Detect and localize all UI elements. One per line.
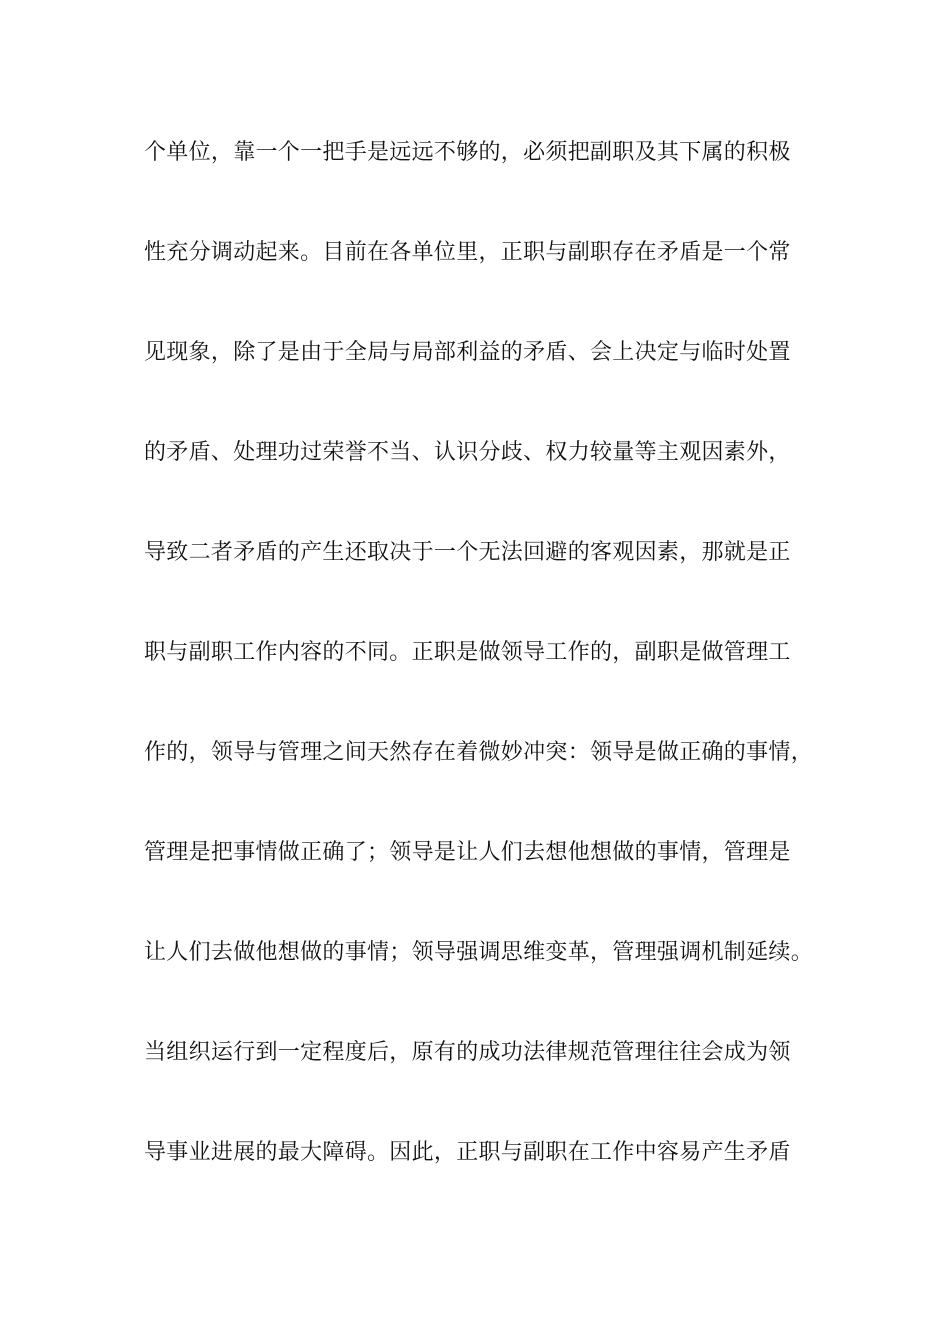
text-line: 职与副职工作内容的不同。正职是做领导工作的，副职是做管理工 (144, 640, 791, 665)
text-line: 管理是把事情做正确了；领导是让人们去想他想做的事情，管理是 (144, 840, 791, 865)
body-paragraph (144, 133, 844, 1233)
text-line: 个单位，靠一个一把手是远远不够的，必须把副职及其下属的积极 (144, 140, 791, 165)
text-line: 见现象，除了是由于全局与局部利益的矛盾、会上决定与临时处置 (144, 340, 791, 365)
text-line: 导事业进展的最大障碍。因此，正职与副职在工作中容易产生矛盾 (144, 1140, 791, 1165)
text-line: 性充分调动起来。目前在各单位里，正职与副职存在矛盾是一个常 (144, 240, 791, 265)
text-line: 让人们去做他想做的事情；领导强调思维变革，管理强调机制延续。 (144, 940, 814, 965)
text-line: 作的，领导与管理之间天然存在着微妙冲突：领导是做正确的事情， (144, 740, 814, 765)
text-line: 导致二者矛盾的产生还取决于一个无法回避的客观因素，那就是正 (144, 540, 791, 565)
text-line: 的矛盾、处理功过荣誉不当、认识分歧、权力较量等主观因素外， (144, 440, 791, 465)
text-line: 当组织运行到一定程度后，原有的成功法律规范管理往往会成为领 (144, 1040, 791, 1065)
